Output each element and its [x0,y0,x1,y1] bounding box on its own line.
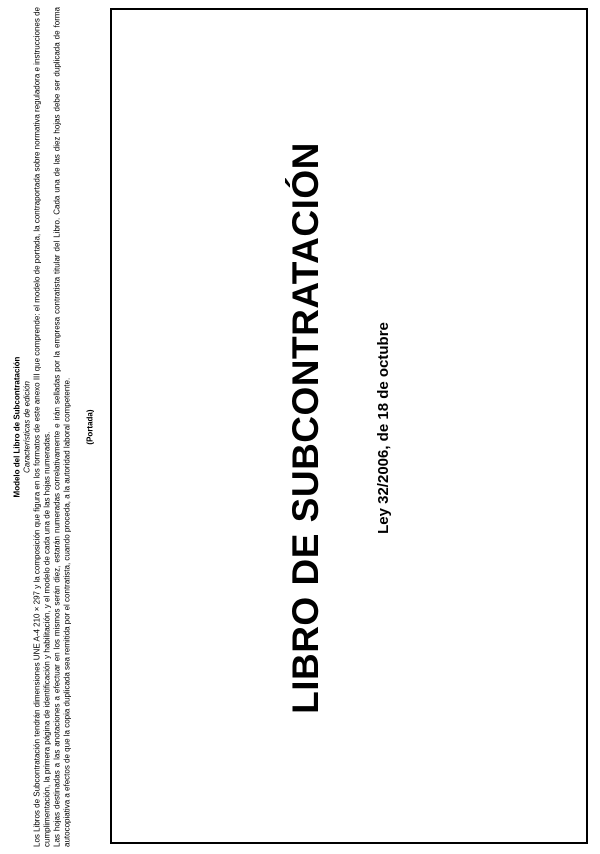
cover-subtitle: Ley 32/2006, de 18 de octubre [375,322,392,534]
instructions-column [13,7,108,847]
document-subtitle: Características de edición [22,380,32,474]
document-body [33,7,73,847]
body-paragraph: Los Libros de Subcontratación tendrán dimensiones UNE A-4 210 × 297 y la composición que figura en los formatos de este anexo III que comprende: el modelo de portada, la contraportada sobre normativa reguladora e instrucciones de cumplimentación, la primera página de identificación y habilitación, y el modelo de cada una de las hojas numeradas. [32,7,52,847]
instructions-panel [0,0,120,854]
cover-title: LIBRO DE SUBCONTRATACIÓN [285,142,326,714]
section-note: (Portada) [85,409,95,445]
body-paragraph: Las hojas destinadas a las anotaciones a efectuar en los mismos serán diez, estarán numeradas correlativamente e irán selladas por la empresa contratista titular del Libro. Cada una de las diez hojas debe ser duplicada de forma autocopiativa a efectos de que la copia duplicada sea remitida por el contratista, cuando proceda, a la autoridad laboral competente. [52,7,72,847]
document-title: Modelo del Libro de Subcontratación [12,356,22,498]
cover-content [112,10,590,846]
cover-frame [110,8,588,844]
